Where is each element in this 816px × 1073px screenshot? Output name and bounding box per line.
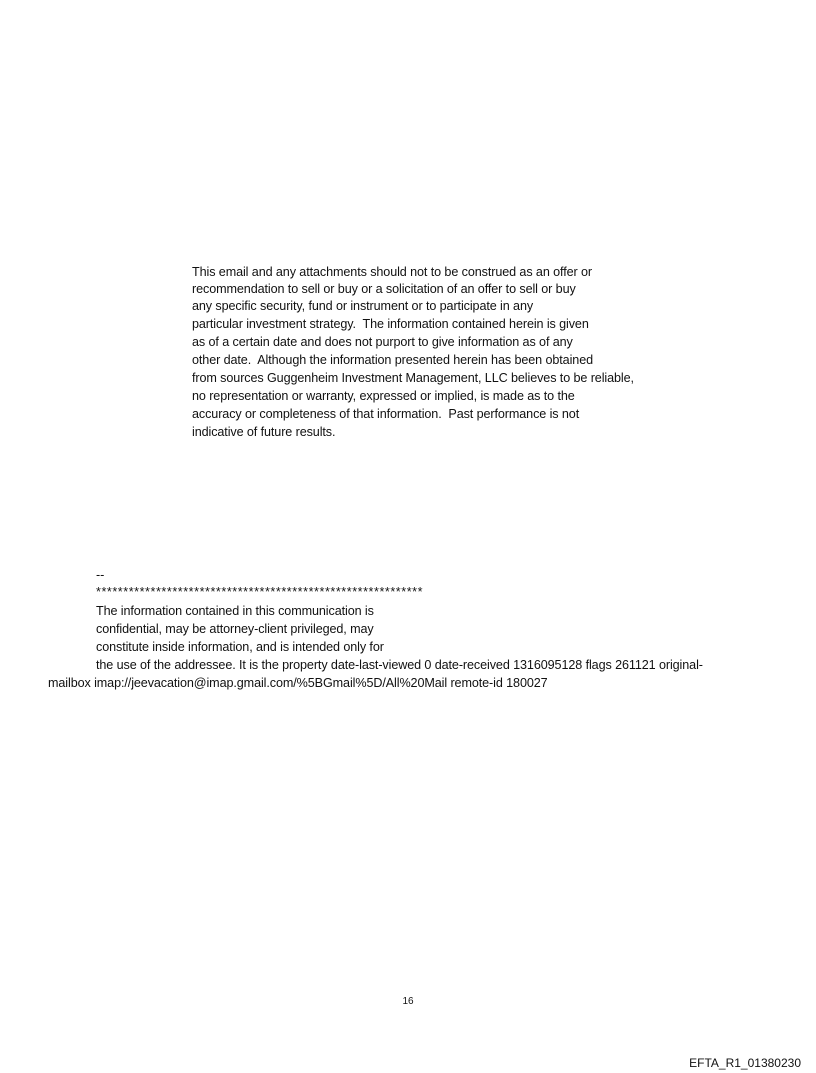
- footer-line: confidential, may be attorney-client privileged, may: [96, 622, 374, 636]
- footer-wrap-line: mailbox imap://jeevacation@imap.gmail.com/%5BGmail%5D/All%20Mail remote-id 180027: [48, 676, 548, 690]
- footer-line: The information contained in this communication is: [96, 604, 374, 618]
- page-number: 16: [402, 996, 414, 1007]
- disclaimer-line: no representation or warranty, expressed or implied, is made as to the: [192, 389, 575, 403]
- disclaimer-line: from sources Guggenheim Investment Management, LLC believes to be reliable,: [192, 371, 634, 385]
- asterisk-divider: ************************************************************: [96, 585, 424, 599]
- disclaimer-line: as of a certain date and does not purport to give information as of any: [192, 335, 573, 349]
- disclaimer-line: accuracy or completeness of that information. Past performance is not: [192, 407, 580, 421]
- document-id: EFTA_R1_01380230: [689, 1056, 801, 1070]
- signature-separator: --: [96, 568, 105, 582]
- disclaimer-line: This email and any attachments should not to be construed as an offer or: [192, 265, 593, 279]
- disclaimer-line: indicative of future results.: [192, 425, 336, 439]
- disclaimer-line: particular investment strategy. The information contained herein is given: [192, 317, 589, 331]
- footer-line: the use of the addressee. It is the property date-last-viewed 0 date-received 1316095128 flags 261121 original-: [96, 658, 703, 672]
- footer-line: constitute inside information, and is intended only for: [96, 640, 384, 654]
- disclaimer-line: any specific security, fund or instrument or to participate in any: [192, 299, 534, 313]
- disclaimer-line: recommendation to sell or buy or a solicitation of an offer to sell or buy: [192, 282, 576, 296]
- disclaimer-line: other date. Although the information presented herein has been obtained: [192, 353, 593, 367]
